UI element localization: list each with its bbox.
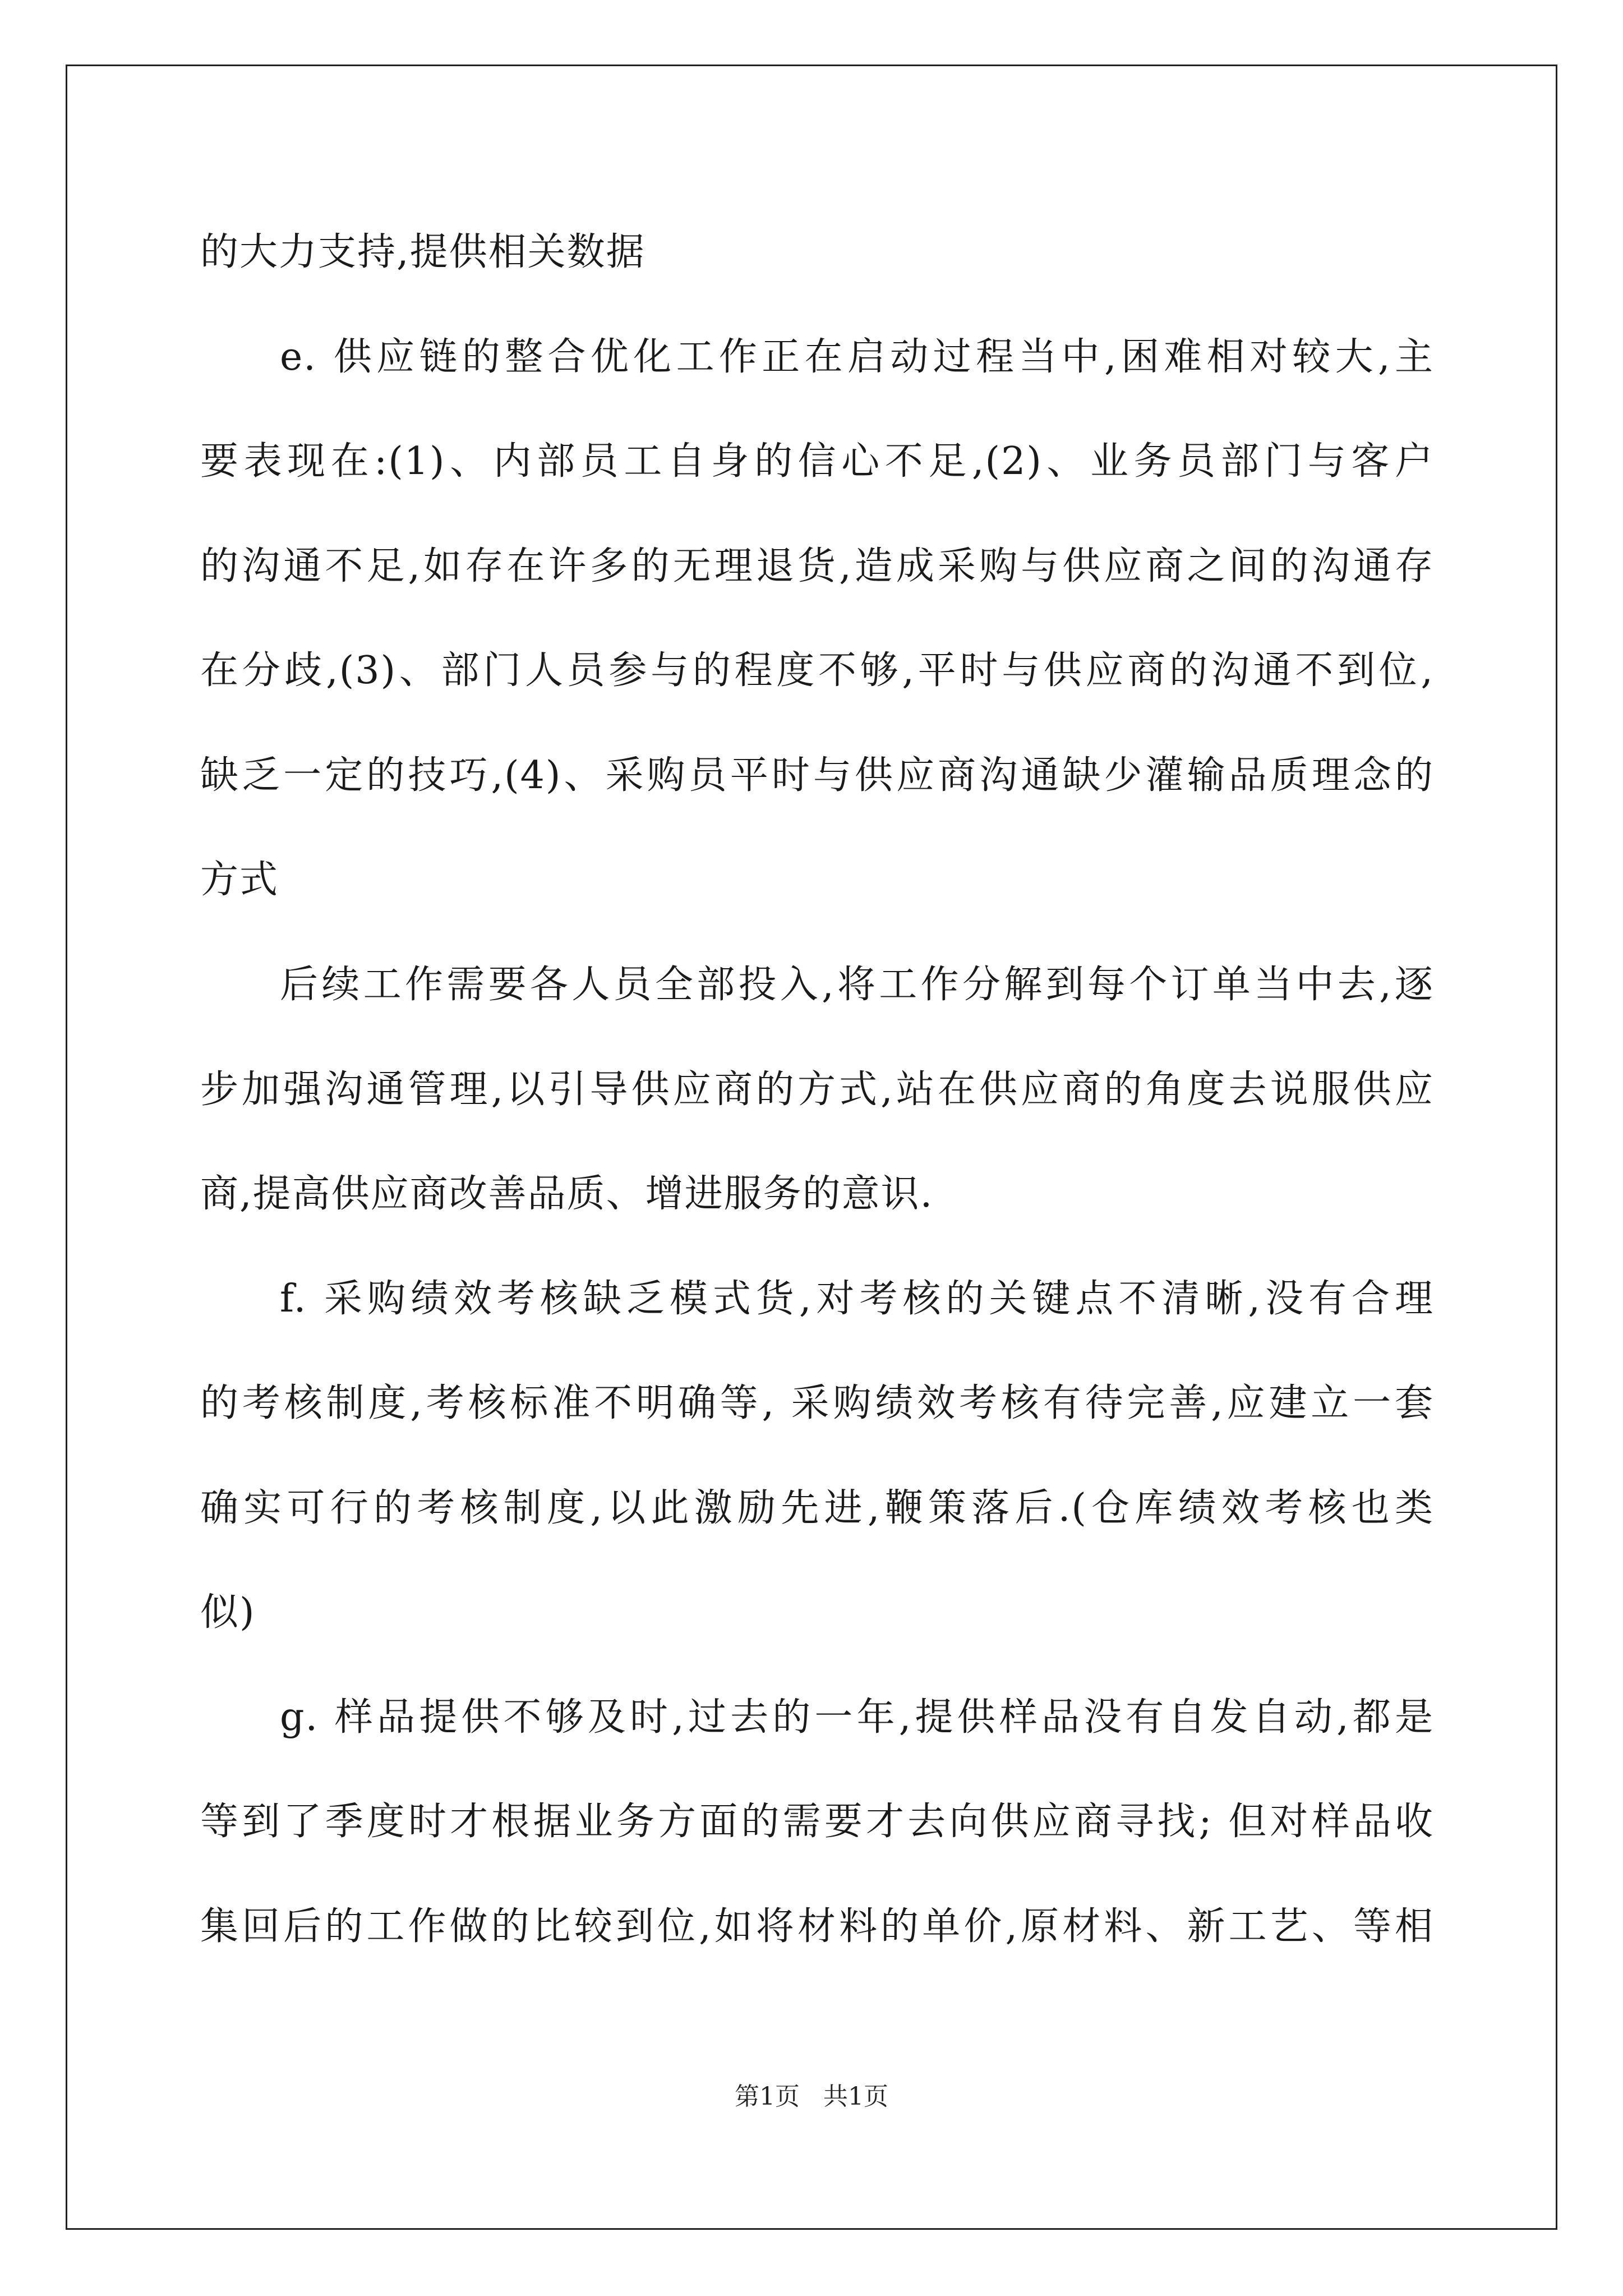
text-line: 要表现在:(1)、内部员工自身的信心不足,(2)、业务员部门与客户: [200, 439, 1434, 484]
text-line: 的大力支持,提供相关数据: [200, 230, 645, 274]
text-line: 商,提高供应商改善品质、增进服务的意识.: [200, 1172, 934, 1216]
paragraph-e-line: e. 供应链的整合优化工作正在启动过程当中,困难相对较大,主: [280, 335, 1434, 379]
text-line: 步加强沟通管理,以引导供应商的方式,站在供应商的角度去说服供应: [200, 1068, 1434, 1112]
text-line: 确实可行的考核制度,以此激励先进,鞭策落后.(仓库绩效考核也类: [200, 1486, 1434, 1530]
paragraph-f-line: f. 采购绩效考核缺乏模式货,对考核的关键点不清晰,没有合理: [280, 1277, 1434, 1321]
paragraph-g-line: g. 样品提供不够及时,过去的一年,提供样品没有自发自动,都是: [280, 1695, 1434, 1740]
page-footer: [0, 2080, 1623, 2114]
text-line: 在分歧,(3)、部门人员参与的程度不够,平时与供应商的沟通不到位,: [200, 648, 1434, 693]
text-line: 似): [200, 1590, 256, 1635]
text-line: 方式: [200, 858, 279, 902]
paragraph-followup-line: 后续工作需要各人员全部投入,将工作分解到每个订单当中去,逐: [280, 963, 1434, 1007]
page-total: 共1页: [823, 2082, 888, 2111]
text-line: 等到了季度时才根据业务方面的需要才去向供应商寻找; 但对样品收: [200, 1800, 1434, 1844]
page-number: 第1页: [735, 2082, 800, 2111]
text-line: 集回后的工作做的比较到位,如将材料的单价,原材料、新工艺、等相: [200, 1904, 1434, 1949]
text-line: 的考核制度,考核标准不明确等, 采购绩效考核有待完善,应建立一套: [200, 1381, 1434, 1425]
text-line: 缺乏一定的技巧,(4)、采购员平时与供应商沟通缺少灌输品质理念的: [200, 753, 1434, 798]
text-line: 的沟通不足,如存在许多的无理退货,造成采购与供应商之间的沟通存: [200, 544, 1434, 588]
